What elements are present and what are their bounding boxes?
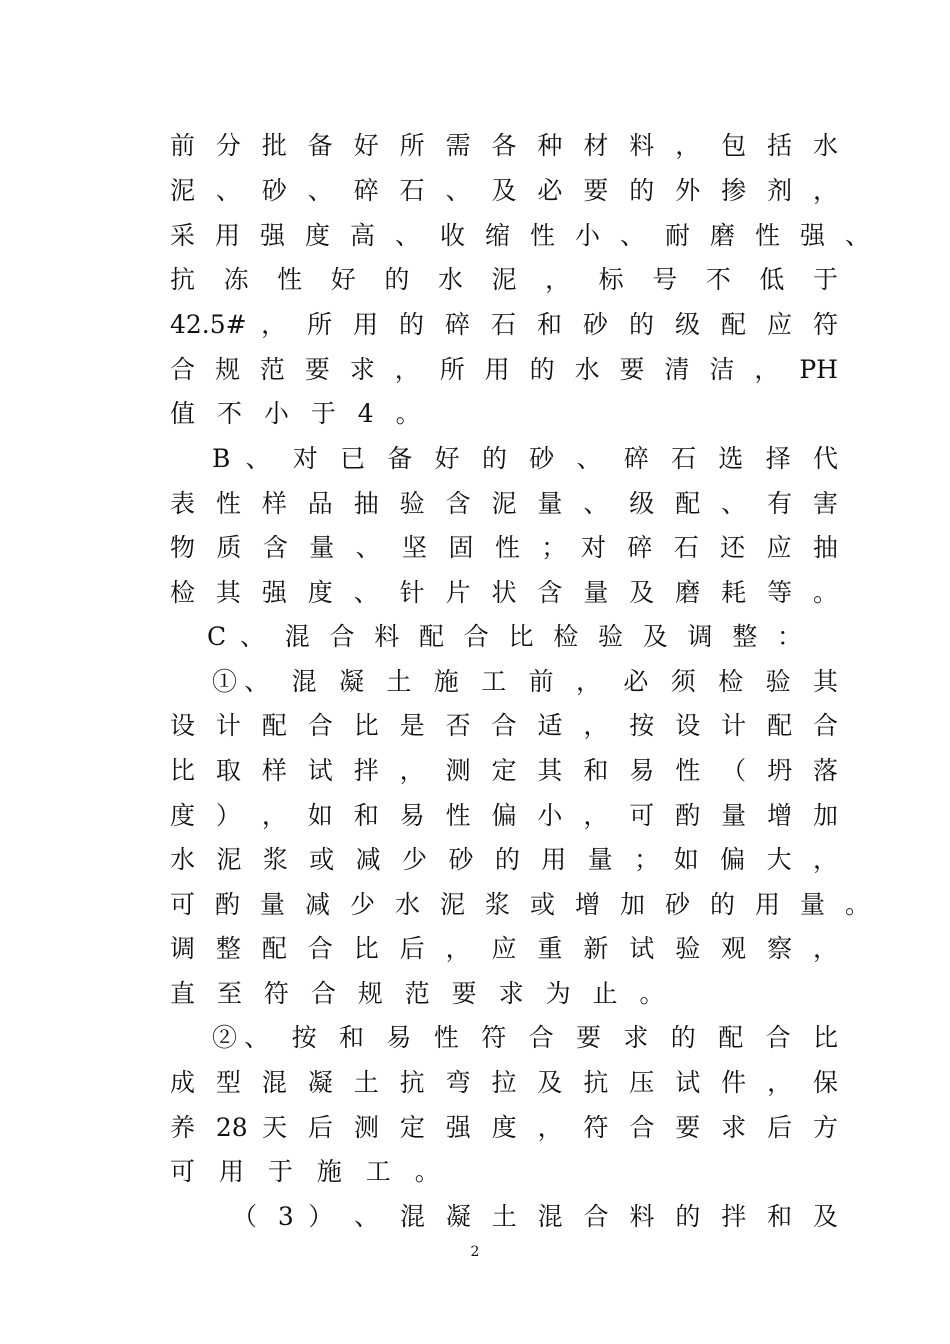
text-line-14: 设 计 配 合 比 是 否 合 适 ， 按 设 计 配 合 [170,711,838,740]
text-line-19: 调 整 配 合 比 后 ， 应 重 新 试 验 观 察 ， [170,934,838,963]
text-line-12: C 、 混 合 料 配 合 比 检 验 及 调 整 ： [207,622,802,651]
text-line-7: 值 不 小 于 4 。 [170,399,421,428]
text-line-22: 成 型 混 凝 土 抗 弯 拉 及 抗 压 试 件 ， 保 [170,1068,838,1097]
text-line-5: 42.5# ， 所 用 的 碎 石 和 砂 的 级 配 应 符 [170,310,838,339]
text-line-3: 采 用 强 度 高 、 收 缩 性 小 、 耐 磨 性 强 、 [170,221,870,250]
text-line-15: 比 取 样 试 拌 ， 测 定 其 和 易 性 （ 坍 落 [170,756,838,785]
text-line-25: （ 3 ） 、 混 凝 土 混 合 料 的 拌 和 及 [232,1202,838,1231]
text-line-24: 可 用 于 施 工 。 [170,1157,440,1186]
text-line-9: 表 性 样 品 抽 验 含 泥 量 、 级 配 、 有 害 [170,489,838,518]
text-line-6: 合 规 范 要 求 ， 所 用 的 水 要 清 洁 ， PH [170,355,838,384]
text-line-2: 泥 、 砂 、 碎 石 、 及 必 要 的 外 掺 剂 ， [170,176,838,205]
text-line-8: B 、 对 已 备 好 的 砂 、 碎 石 选 择 代 [212,444,838,473]
text-line-23: 养 28 天 后 测 定 强 度 ， 符 合 要 求 后 方 [170,1113,838,1142]
text-line-20: 直 至 符 合 规 范 要 求 为 止 。 [170,979,665,1008]
text-line-1: 前 分 批 备 好 所 需 各 种 材 料 ， 包 括 水 [170,131,838,160]
page-number: 2 [470,1244,480,1260]
text-line-11: 检 其 强 度 、 针 片 状 含 量 及 磨 耗 等 。 [170,578,838,607]
text-line-4: 抗 冻 性 好 的 水 泥 ， 标 号 不 低 于 [170,265,838,294]
text-line-21: ②、 按 和 易 性 符 合 要 求 的 配 合 比 [212,1023,838,1052]
text-line-18: 可 酌 量 减 少 水 泥 浆 或 增 加 砂 的 用 量 。 [170,890,870,919]
text-line-10: 物 质 含 量 、 坚 固 性 ； 对 碎 石 还 应 抽 [170,533,838,562]
text-line-13: ①、 混 凝 土 施 工 前 ， 必 须 检 验 其 [212,667,838,696]
text-line-17: 水 泥 浆 或 减 少 砂 的 用 量 ； 如 偏 大 ， [170,845,838,874]
text-line-16: 度 ） ， 如 和 易 性 偏 小 ， 可 酌 量 增 加 [170,801,838,830]
